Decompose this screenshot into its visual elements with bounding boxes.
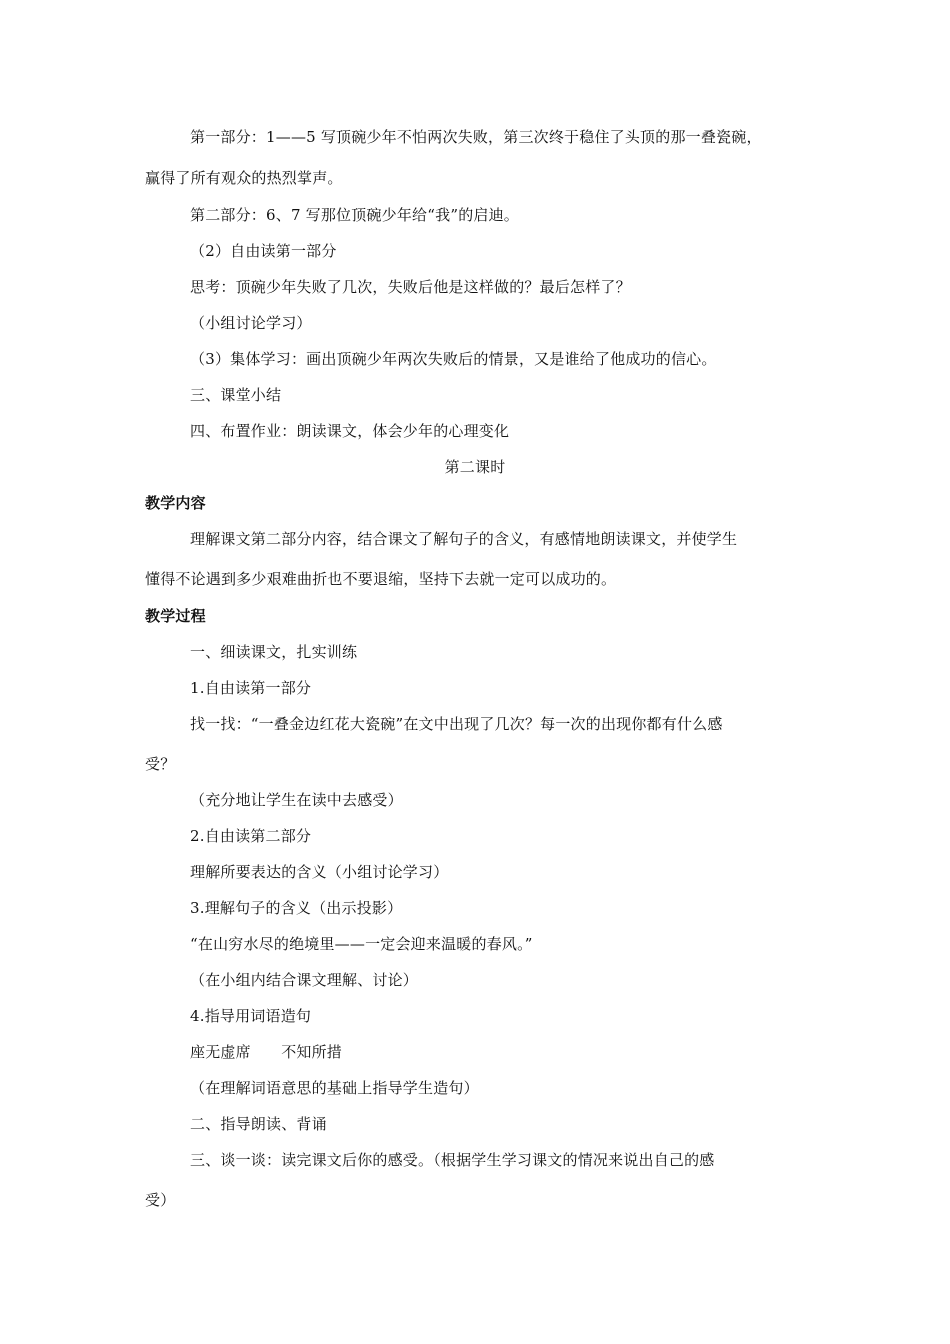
- paragraph-line: 四、布置作业：朗读课文，体会少年的心理变化: [190, 422, 510, 440]
- section-title: 第二课时: [444, 458, 506, 476]
- section-heading: 教学内容: [145, 494, 206, 512]
- paragraph-line: 第二部分：6、7 写那位顶碗少年给“我”的启迪。: [190, 206, 519, 224]
- paragraph-line: （小组讨论学习）: [190, 314, 312, 332]
- paragraph-line: （3）集体学习：画出顶碗少年两次失败后的情景，又是谁给了他成功的信心。: [190, 350, 717, 368]
- paragraph-line: 三、谈一谈：读完课文后你的感受。（根据学生学习课文的情况来说出自己的感: [190, 1151, 715, 1169]
- paragraph-line: 4.指导用词语造句: [190, 1007, 312, 1025]
- paragraph-line: 1.自由读第一部分: [190, 679, 312, 697]
- paragraph-line: 3.理解句子的含义（出示投影）: [190, 899, 403, 917]
- paragraph-line: 第一部分：1——5 写顶碗少年不怕两次失败，第三次终于稳住了头顶的那一叠瓷碗，: [190, 128, 762, 146]
- paragraph-line: 找一找：“一叠金边红花大瓷碗”在文中出现了几次？每一次的出现你都有什么感: [190, 715, 723, 733]
- paragraph-line: （充分地让学生在读中去感受）: [190, 791, 403, 809]
- paragraph-line: （在小组内结合课文理解、讨论）: [190, 971, 419, 989]
- paragraph-line: 一、细读课文，扎实训练: [190, 643, 358, 661]
- paragraph-line: 2.自由读第二部分: [190, 827, 312, 845]
- paragraph-line: 受？: [145, 755, 176, 773]
- paragraph-line: 赢得了所有观众的热烈掌声。: [145, 169, 343, 187]
- quote-line: “在山穷水尽的绝境里——一定会迎来温暖的春风。”: [190, 935, 533, 953]
- paragraph-line: 三、课堂小结: [190, 386, 282, 404]
- section-heading: 教学过程: [145, 607, 206, 625]
- paragraph-line: （2）自由读第一部分: [190, 242, 337, 260]
- paragraph-line: 受）: [145, 1191, 176, 1209]
- paragraph-line: 二、指导朗读、背诵: [190, 1115, 327, 1133]
- paragraph-line: 理解所要表达的含义（小组讨论学习）: [190, 863, 449, 881]
- paragraph-line: 思考：顶碗少年失败了几次，失败后他是这样做的？最后怎样了？: [190, 278, 631, 296]
- paragraph-line: （在理解词语意思的基础上指导学生造句）: [190, 1079, 479, 1097]
- paragraph-line: 理解课文第二部分内容，结合课文了解句子的含义，有感情地朗读课文，并使学生: [190, 530, 738, 548]
- paragraph-line: 座无虚席 不知所措: [190, 1043, 343, 1061]
- paragraph-line: 懂得不论遇到多少艰难曲折也不要退缩，坚持下去就一定可以成功的。: [145, 570, 617, 588]
